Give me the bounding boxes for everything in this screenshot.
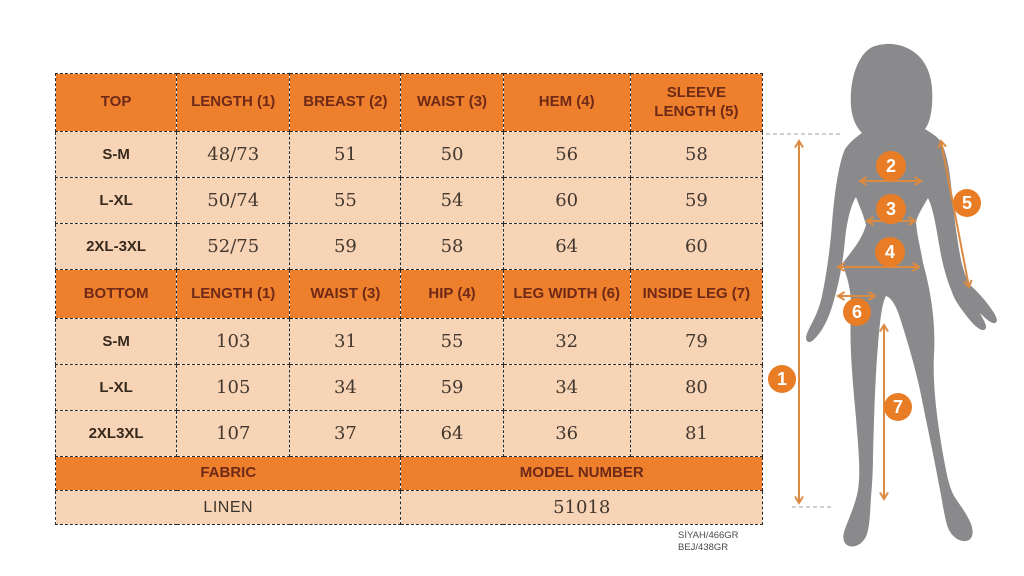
svg-text:7: 7	[892, 397, 904, 417]
size-label-cell: L-XL	[56, 365, 177, 411]
size-label-cell: L-XL	[56, 178, 177, 224]
value-cell: 32	[503, 319, 630, 365]
marker-6-badge	[843, 298, 871, 326]
table-row	[56, 319, 763, 365]
footer-value-row	[56, 491, 763, 525]
svg-text:1: 1	[776, 369, 788, 389]
bottom-header-leg-width: LEG WIDTH (6)	[503, 270, 630, 319]
value-cell: 64	[503, 224, 630, 270]
fabric-label: FABRIC	[56, 457, 401, 491]
model-number-value: 51018	[401, 491, 763, 525]
bottom-header-inside-leg: INSIDE LEG (7)	[630, 270, 762, 319]
top-header-waist: WAIST (3)	[401, 74, 503, 132]
value-cell: 80	[630, 365, 762, 411]
value-cell: 60	[630, 224, 762, 270]
value-cell: 58	[401, 224, 503, 270]
svg-text:3: 3	[885, 199, 897, 219]
top-header-breast: BREAST (2)	[290, 74, 401, 132]
value-cell: 64	[401, 411, 503, 457]
marker-1-badge	[768, 365, 796, 393]
value-cell: 103	[177, 319, 290, 365]
value-cell: 56	[503, 132, 630, 178]
model-number-label: MODEL NUMBER	[401, 457, 763, 491]
bottom-header-hip: HIP (4)	[401, 270, 503, 319]
value-cell: 59	[401, 365, 503, 411]
value-cell: 59	[290, 224, 401, 270]
table-row	[56, 178, 763, 224]
fabric-value: LINEN	[56, 491, 401, 525]
value-cell: 55	[290, 178, 401, 224]
value-cell: 79	[630, 319, 762, 365]
size-label-cell: S-M	[56, 132, 177, 178]
table-row	[56, 411, 763, 457]
fabric-weight-notes	[678, 530, 739, 553]
top-header-hem: HEM (4)	[503, 74, 630, 132]
marker-2-badge	[876, 151, 906, 181]
svg-text:2: 2	[885, 156, 897, 176]
top-header-sleeve-length: SLEEVE LENGTH (5)	[630, 74, 762, 132]
value-cell: 36	[503, 411, 630, 457]
value-cell: 50	[401, 132, 503, 178]
fabric-weight-note-black: SİYAH/466GR	[678, 530, 739, 541]
value-cell: 58	[630, 132, 762, 178]
body-measurement-diagram	[760, 0, 1024, 576]
bottom-section-title: BOTTOM	[56, 270, 177, 319]
size-label-cell: 2XL3XL	[56, 411, 177, 457]
top-header-length: LENGTH (1)	[177, 74, 290, 132]
value-cell: 52/75	[177, 224, 290, 270]
value-cell: 59	[630, 178, 762, 224]
svg-text:6: 6	[851, 302, 863, 322]
bottom-header-row	[56, 270, 763, 319]
female-silhouette	[806, 44, 997, 547]
marker-7-badge	[884, 393, 912, 421]
value-cell: 48/73	[177, 132, 290, 178]
size-label-cell: 2XL-3XL	[56, 224, 177, 270]
svg-text:4: 4	[884, 242, 896, 262]
value-cell: 107	[177, 411, 290, 457]
top-section-title: TOP	[56, 74, 177, 132]
top-header-row	[56, 74, 763, 132]
value-cell: 60	[503, 178, 630, 224]
table-row	[56, 132, 763, 178]
value-cell: 81	[630, 411, 762, 457]
value-cell: 34	[503, 365, 630, 411]
footer-header-row	[56, 457, 763, 491]
size-label-cell: S-M	[56, 319, 177, 365]
value-cell: 105	[177, 365, 290, 411]
table-row	[56, 365, 763, 411]
marker-3-badge	[876, 194, 906, 224]
marker-5-badge	[953, 189, 981, 217]
value-cell: 34	[290, 365, 401, 411]
svg-text:5: 5	[961, 193, 973, 213]
value-cell: 31	[290, 319, 401, 365]
size-chart-table	[55, 73, 763, 525]
value-cell: 50/74	[177, 178, 290, 224]
value-cell: 51	[290, 132, 401, 178]
bottom-header-waist: WAIST (3)	[290, 270, 401, 319]
bottom-header-length: LENGTH (1)	[177, 270, 290, 319]
value-cell: 37	[290, 411, 401, 457]
fabric-weight-note-beige: BEJ/438GR	[678, 541, 729, 553]
value-cell: 55	[401, 319, 503, 365]
table-row	[56, 224, 763, 270]
marker-4-badge	[875, 237, 905, 267]
value-cell: 54	[401, 178, 503, 224]
